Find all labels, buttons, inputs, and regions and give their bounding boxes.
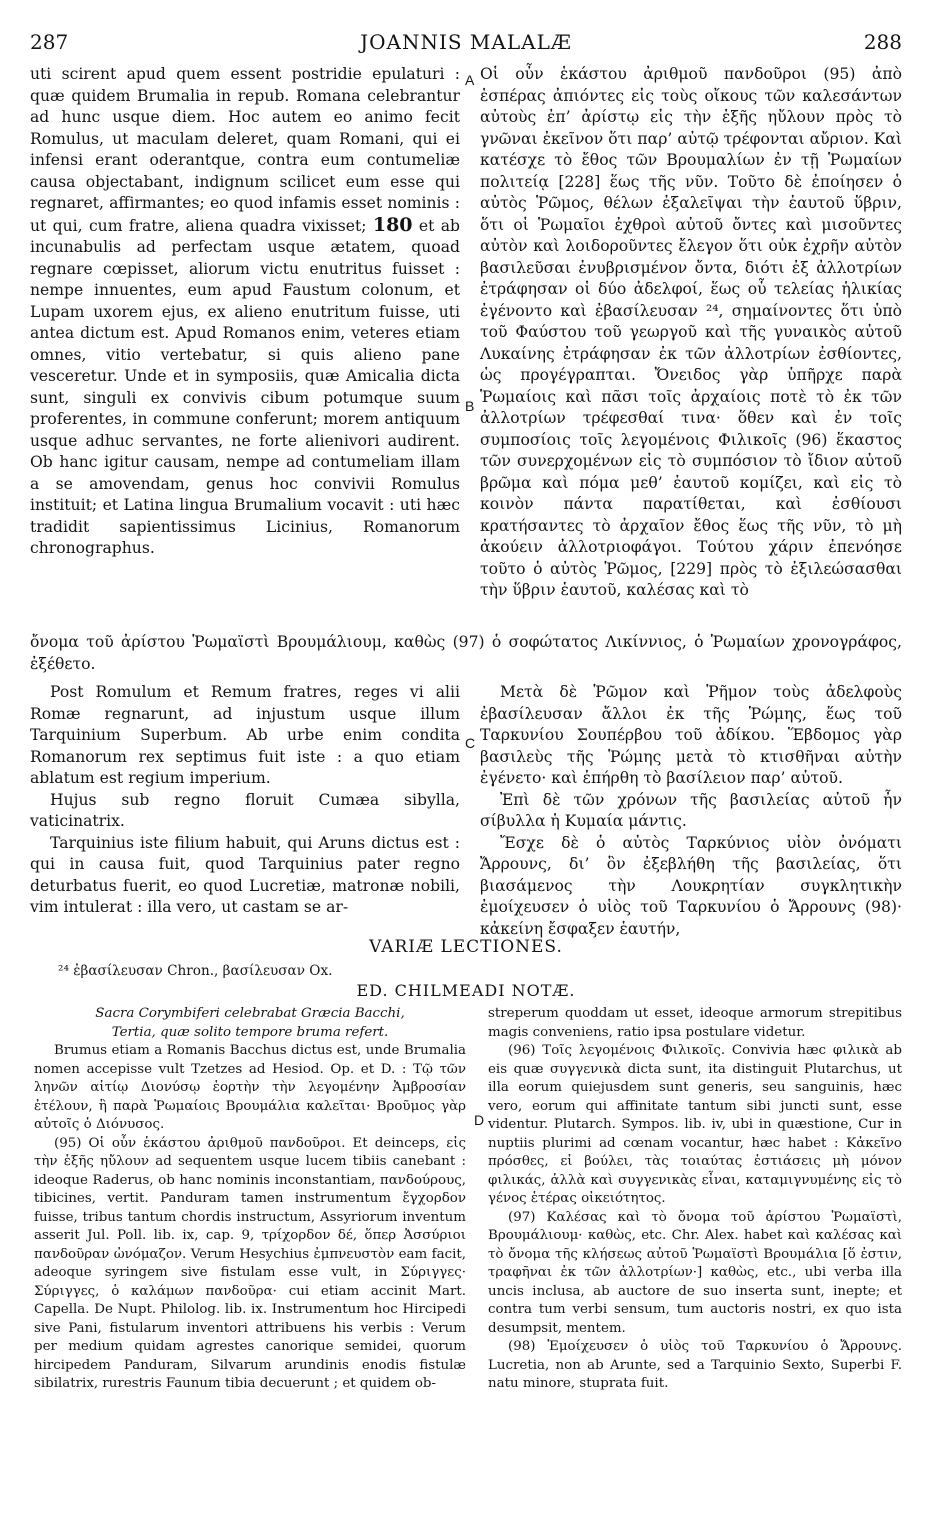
greek-full-width-line: ὄνομα τοῦ ἀρίστου Ῥωμαϊστὶ Βρουμάλιουμ, καθὼς (97) ὁ σοφώτατος Λικίννιος, ὁ Ῥωμαίων χρονογράφος, ἐξέθετο. xyxy=(30,633,902,673)
margin-letter-d: D xyxy=(474,1112,485,1128)
greek-paragraph: Ἔσχε δὲ ὁ αὐτὸς Ταρκύνιος υἱὸν ὀνόματι Ἄρρουνς, δι’ ὃν ἐξεβλήθη τῆς βασιλείας, ὅτι βιασάμενος τὴν Λουκρητίαν συγκλητικὴν ἐμοίχευσεν ὁ υἱὸς τοῦ Ταρκυνίου ὁ Ἄρρουνς (98)· κἀκείνη ἔσφαξεν ἑαυτήν, xyxy=(480,833,902,938)
note-paragraph: (98) Ἐμοίχευσεν ὁ υἱὸς τοῦ Ταρκυνίου ὁ Ἄρρουνς. Lucretia, non ab Arunte, sed a Tarquinio Sexto, Superbi F. natu minore, stuprata fuit. xyxy=(488,1339,902,1391)
greek-column-middle xyxy=(480,682,902,940)
greek-column-upper xyxy=(480,64,902,602)
notes-right-column xyxy=(488,1005,902,1394)
verse-line: Sacra Corymbiferi celebrabat Græcia Bacchi, xyxy=(95,1006,405,1021)
note-paragraph: streperum quoddam ut esset, ideoque armorum strepitibus magis conveniens, ratio ipsa postulare videtur. xyxy=(488,1006,902,1040)
notes-title: ED. CHILMEADI NOTÆ. xyxy=(356,981,576,1000)
latin-paragraph: Post Romulum et Remum fratres, reges vi alii Romæ regnarunt, ad injustum usque illum Tarquinium Superbum. Ab urbe enim condita Romanorum rex septimus fuit iste : a quo etiam ablatum est regium imperium. xyxy=(30,683,460,787)
note-paragraph: (95) Οἱ οὖν ἑκάστου ἀριθμοῦ πανδοῦροι. Et deinceps, εἰς τὴν ἑξῆς ηὔλουν ad sequentem usque lucem tibiis canebant : ideoque Raderus, ob hanc nominis inconstantiam, πανδούρους, tibicines, vertit. Panduram tamen instrumentum ἔγχορδον fuisse, tribus tantum chordis instructum, Assyriorum inventum asserit Jul. Poll. lib. ix, cap. 9, τρίχορδον δέ, ὅπερ Ἀσσύριοι πανδοῦραν ὠνόμαζον. Verum Hesychius ἐμπνευστὸν eam facit, adeoque syringem sive fistulam esse vult, in Σύριγγες· Σύριγγες, ὁ καλάμων πανδοῦρα· cui etiam accinit Mart. Capella. De Nupt. Philolog. lib. ix. Instrumentum hoc Hircipedi sive Pani, fistularum inventori attribuens his verbis : Verum per medium quidam agrestes canorique semidei, quorum hircipedem Panduram, Silvarum arundinis enodis fistulæ sibilatrix, rurestris Faunum tibia decuerunt ; et quidem ob- xyxy=(34,1135,466,1391)
notes-left-column xyxy=(34,1005,466,1394)
verse-line: Tertia, quæ solito tempore bruma refert. xyxy=(111,1024,389,1040)
marginal-number: 180 xyxy=(372,213,413,236)
page-header xyxy=(30,30,902,58)
latin-paragraph: Hujus sub regno floruit Cumæa sibylla, vaticinatrix. xyxy=(30,790,460,830)
margin-letter-c: C xyxy=(465,735,476,751)
latin-paragraph: uti scirent apud quem essent postridie epulaturi : quæ quidem Brumalia in repub. Romana celebrantur ad hunc usque diem. Hoc autem eo animo fecit Romulus, ut maculam deleret, quam Romani, qui ei infensi erant oderantque, contra eum contumeliæ causa objectabant, indignum scilicet eum esse qui regnaret, affirmantes; eo quod infamis esset nominis : ut qui, cum fratre, aliena quadra vixisset; 180 et ab incunabulis ad perfectam usque ætatem, quoad regnare cœpisset, aliorum victu enutritus fuisset : nempe innuentes, eum apud Faustum colonum, et Lupam uxorem ejus, ex alieno enutritum fuisse, uti antea dictum est. Apud Romanos enim, veteres etiam omnes, vitio vertebatur, si quis alieno pane vesceretur. Unde et in symposiis, quæ Amicalia dicta sunt, singuli ex convivis cibum potumque suum proferentes, in commune conferunt; morem antiquum usque adhuc servantes, ne forte alienivori audirent. Ob hanc igitur causam, nempe ad contumeliam illam a se amovendam, genus hoc convivii Romulus instituit; et Latina lingua Brumalium vocavit : uti hæc tradidit sapientissimus Licinius, Romanorum chronographus. xyxy=(30,65,460,557)
note-paragraph: (96) Τοῖς λεγομένοις Φιλικοῖς. Convivia hæc φιλικὰ ab eis quæ συγγενικὰ dicta sunt, ita distinguit Plutarchus, ut illa eorum quiejusdem sunt generis, seu sanguinis, hæc vero, eorum qui affinitate tantum sibi juncti sunt, esse videntur. Plutarch. Sympos. lib. iv, ubi in quæstione, Cur in nuptiis plurimi ad cœnam vocantur, hæc habet : Κἀκεῖνο πρόσθες, εἰ βούλει, τὰς τοιαύτας ἑστιάσεις μὴ μόνον φιλικάς, ἀλλὰ καὶ συγγενικὰς εἶναι, καταμιγνυμένης εἰς τὸ γένος ἑτέρας οἰκειότητος. xyxy=(488,1043,902,1206)
note-paragraph: Brumus etiam a Romanis Bacchus dictus est, unde Brumalia nomen accepisse vult Tzetzes ad Hesiod. Op. et D. : Τῷ τῶν ληνῶν αἰτίῳ Διονύσῳ ἑορτὴν τὴν λεγομένην Ἀμβροσίαν ἐτέλουν, ἣ παρὰ Ῥωμαίοις Βρουμάλια καλεῖται· Βροῦμος γὰρ αὐτοῖς ὁ Διόνυσος. xyxy=(34,1043,466,1132)
page-number-right: 288 xyxy=(863,30,902,54)
latin-column-middle xyxy=(30,682,460,919)
latin-paragraph: Tarquinius iste filium habuit, qui Aruns dictus est : qui in causa fuit, quod Tarquinius pater regno deturbatus fuerit, eo quod Lucretiæ, matronæ nobili, vim intulerat : illa vero, ut castam se ar- xyxy=(30,833,460,916)
greek-paragraph: Μετὰ δὲ Ῥῶμον καὶ Ῥῆμον τοὺς ἀδελφοὺς ἐβασίλευσαν ἄλλοι ἐκ τῆς Ῥώμης, ἕως τοῦ Ταρκυνίου Σουπέρβου τοῦ ἀδίκου. Ἕβδομος γὰρ βασιλεὺς τῆς Ῥώμης μετὰ τὸ κτισθῆναι αὐτὴν ἐγένετο· καὶ ἐπήρθη τὸ βασίλειον παρ’ αὐτοῦ. xyxy=(480,683,902,787)
margin-letter-b: B xyxy=(465,398,475,414)
note-paragraph: (97) Καλέσας καὶ τὸ ὄνομα τοῦ ἀρίστου Ῥωμαϊστὶ, Βρουμάλιουμ· καθὼς, etc. Chr. Alex. habet καὶ καλέσας καὶ τὸ ὄνομα τῆς κλήσεως αὐτοῦ Ῥωμαϊστὶ Βρουμάλια [ὅ ἐστιν, τραφῆναι ἐκ τῶν ἀλλοτρίων·] καθὼς, etc., ubi verba illa uncis inclusa, ab auctore de suo inserta sunt, inepte; et contra tum verbi sensum, tum auctoris nostri, ex quo ista desumpsit, mentem. xyxy=(488,1209,902,1336)
variae-lectiones-title: VARIÆ LECTIONES. xyxy=(369,937,563,957)
latin-column-upper xyxy=(30,64,460,560)
running-title: JOANNIS MALALÆ xyxy=(360,30,572,54)
margin-letter-a: A xyxy=(465,72,475,88)
variae-lectiones-note: ²⁴ ἐβασίλευσαν Chron., βασίλευσαν Ox. xyxy=(58,963,333,979)
greek-paragraph: Ἐπὶ δὲ τῶν χρόνων τῆς βασιλείας αὐτοῦ ἦν σίβυλλα ἡ Κυμαία μάντις. xyxy=(480,790,902,830)
page-number-left: 287 xyxy=(30,30,69,54)
greek-paragraph: Οἱ οὖν ἑκάστου ἀριθμοῦ πανδοῦροι (95) ἀπὸ ἑσπέρας ἀπιόντες εἰς τοὺς οἴκους τῶν καλεσάντων αὐτοὺς ἐπ’ ἀρίστῳ εἰς τὴν ἑξῆς ηὔλουν πρὸς τὸ γνῶναι ἐκεῖνον ὅτι παρ’ αὐτῷ τρέφονται αὔριον. Καὶ κατέσχε τὸ ἔθος τῶν Βρουμαλίων ἐν τῇ Ῥωμαίων πολιτείᾳ [228] ἕως τῆς νῦν. Τοῦτο δὲ ἐποίησεν ὁ αὐτὸς Ῥῶμος, θέλων ἐξαλεῖψαι τὴν ἑαυτοῦ ὕβριν, ὅτι οἱ Ῥωμαῖοι ἐχθροὶ αὐτοῦ ὄντες καὶ μισοῦντες αὐτὸν καὶ λοιδοροῦντες ἔλεγον ὅτι οὐκ ἐχρῆν αὐτὸν βασιλεῦσαι ἐνυβρισμένον ὄντα, διότι ἐξ ἀλλοτρίων ἐτράφησαν οἱ δύο ἀδελφοί, ἕως οὗ τελείας ἡλικίας ἐγένοντο καὶ ἐβασίλευσαν ²⁴, σημαίνοντες ὅτι ὑπὸ τοῦ Φαύστου τοῦ γεωργοῦ καὶ τῆς γυναικὸς αὐτοῦ Λυκαίνης ἐτράφησαν ἐκ τῶν ἀλλοτρίων ἐσθίοντες, ὡς προγέγραπται. Ὄνειδος γὰρ ὑπῆρχε παρὰ Ῥωμαίοις καὶ πᾶσι τοῖς ἀρχαίοις ποτὲ τὸ ἐκ τῶν ἀλλοτρίων τρέφεσθαί τινα· ὅθεν καὶ ἐν τοῖς συμποσίοις τοῖς λεγομένοις Φιλικοῖς (96) ἕκαστος τῶν συνερχομένων εἰς τὸ συμπόσιον τὸ ἴδιον αὐτοῦ βρῶμα καὶ πόμα μεθ’ ἑαυτοῦ κομίζει, καὶ εἰς τὸ κοινὸν πάντα παρατίθεται, καὶ ἐσθίουσι κρατήσαντες τὸ ἀρχαῖον ἔθος ἕως τῆς νῦν, τὸ μὴ ἀκούειν ἀλλοτριοφάγοι. Τούτου χάριν ἐπενόησε τοῦτο ὁ αὐτὸς Ῥῶμος, [229] πρὸς τὸ ἐξιλεώσασθαι τὴν ὕβριν ἑαυτοῦ, καλέσας καὶ τὸ xyxy=(480,65,902,599)
